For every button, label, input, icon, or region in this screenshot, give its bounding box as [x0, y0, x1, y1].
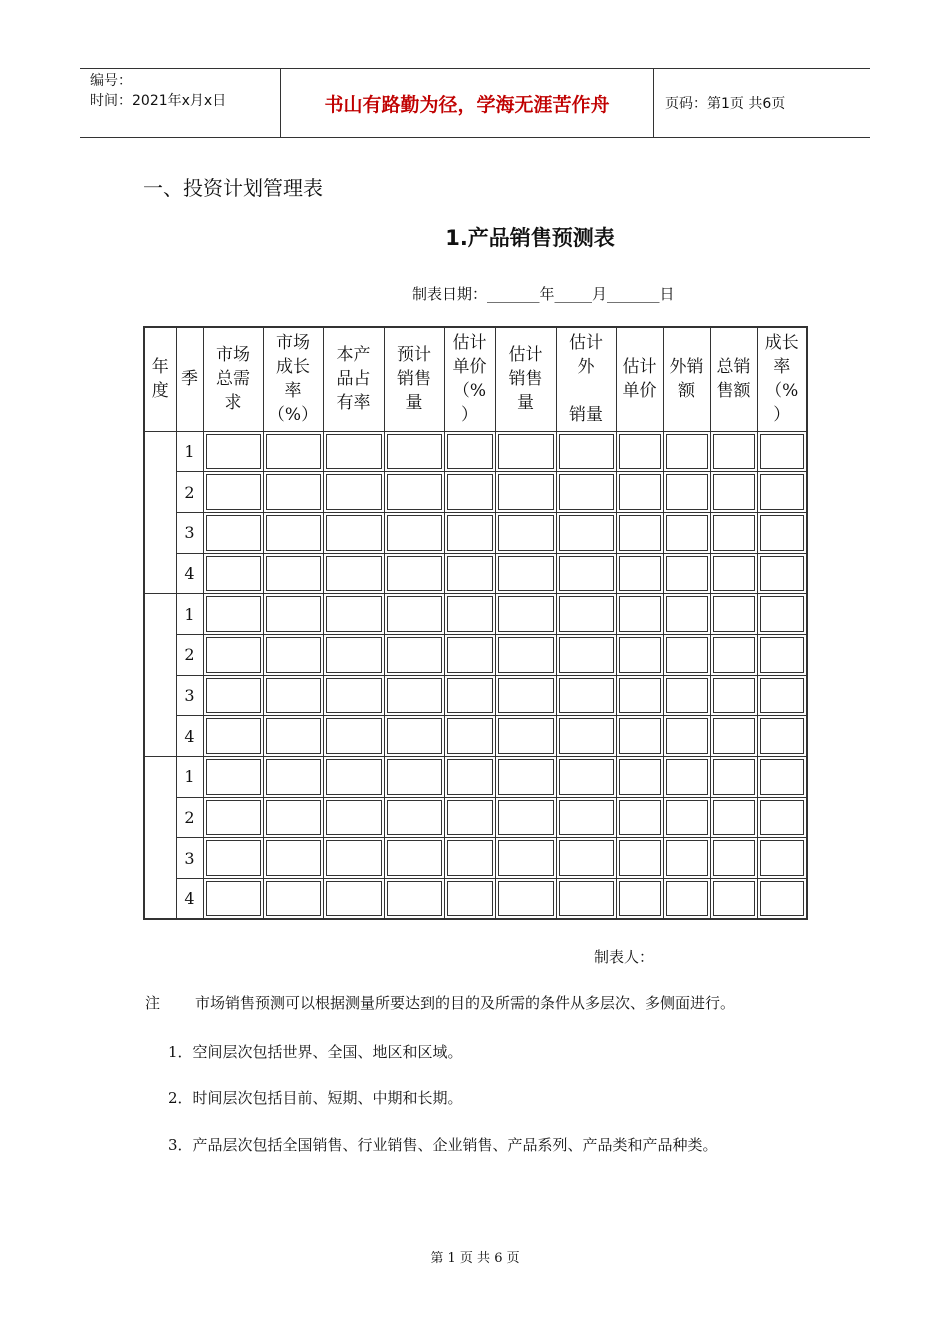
data-cell[interactable] [203, 431, 263, 472]
column-header-line: （% [452, 381, 487, 402]
quarter-cell: 2 [176, 634, 203, 675]
column-header [757, 327, 807, 431]
column-header-line: 品占 [336, 369, 371, 390]
column-header-line: 度 [151, 381, 169, 402]
column-header-line: 估计 [508, 345, 543, 366]
column-header-line: ） [773, 405, 791, 426]
data-cell[interactable] [495, 634, 556, 675]
note-label: 注 [145, 994, 161, 1012]
note-item: 1．空间层次包括世界、全国、地区和区域。 [168, 1043, 463, 1061]
table-row [144, 757, 807, 798]
data-cell[interactable] [444, 472, 495, 513]
data-cell[interactable] [710, 512, 757, 553]
column-header [176, 327, 203, 431]
data-cell[interactable] [710, 675, 757, 716]
column-header-line: 季 [181, 369, 198, 390]
data-cell[interactable] [710, 879, 757, 920]
data-cell[interactable] [263, 797, 323, 838]
data-cell[interactable] [203, 675, 263, 716]
column-header-line: 年 [151, 357, 169, 378]
data-cell[interactable] [384, 797, 444, 838]
data-cell[interactable] [323, 594, 384, 635]
data-cell[interactable] [616, 879, 663, 920]
table-row [144, 594, 807, 635]
data-cell[interactable] [203, 716, 263, 757]
data-cell[interactable] [616, 675, 663, 716]
data-cell[interactable] [263, 716, 323, 757]
data-cell[interactable] [384, 838, 444, 879]
data-cell[interactable] [495, 553, 556, 594]
column-header-line: （% [765, 381, 799, 402]
data-cell[interactable] [495, 797, 556, 838]
data-cell[interactable] [616, 757, 663, 798]
quarter-cell: 1 [176, 757, 203, 798]
data-cell[interactable] [323, 675, 384, 716]
data-cell[interactable] [384, 553, 444, 594]
column-header-line: 销售 [508, 369, 543, 390]
header-page-info: 页码：第1页 共6页 [665, 96, 786, 112]
column-header-line: 求 [224, 393, 242, 414]
data-cell[interactable] [757, 838, 807, 879]
column-header-line: 外 [577, 357, 595, 378]
column-header-line: 市场 [276, 333, 310, 354]
year-cell[interactable] [144, 431, 176, 594]
data-cell[interactable] [556, 757, 616, 798]
column-header-line: 估计 [622, 357, 657, 378]
data-cell[interactable] [444, 431, 495, 472]
header-row [144, 327, 807, 431]
quarter-cell: 4 [176, 879, 203, 920]
data-cell[interactable] [663, 553, 710, 594]
column-header [144, 327, 176, 431]
data-cell[interactable] [495, 879, 556, 920]
data-cell[interactable] [444, 553, 495, 594]
data-cell[interactable] [663, 838, 710, 879]
data-cell[interactable] [757, 431, 807, 472]
data-cell[interactable] [263, 594, 323, 635]
column-header [495, 327, 556, 431]
data-cell[interactable] [323, 431, 384, 472]
note-line [145, 992, 735, 1013]
table-row [144, 675, 807, 716]
data-cell[interactable] [384, 879, 444, 920]
column-header [616, 327, 663, 431]
data-cell[interactable] [203, 512, 263, 553]
data-cell[interactable] [556, 716, 616, 757]
data-cell[interactable] [384, 472, 444, 513]
data-cell[interactable] [203, 757, 263, 798]
table-row [144, 431, 807, 472]
data-cell[interactable] [556, 431, 616, 472]
data-cell[interactable] [444, 879, 495, 920]
year-cell[interactable] [144, 594, 176, 757]
column-header-line: 额 [678, 381, 695, 402]
data-cell[interactable] [710, 757, 757, 798]
data-cell[interactable] [203, 553, 263, 594]
quarter-cell: 2 [176, 797, 203, 838]
document-header [80, 68, 870, 138]
data-cell[interactable] [556, 553, 616, 594]
data-cell[interactable] [384, 634, 444, 675]
data-cell[interactable] [757, 716, 807, 757]
column-header-line: 总需 [216, 369, 250, 390]
data-cell[interactable] [616, 594, 663, 635]
table-row [144, 797, 807, 838]
data-cell[interactable] [616, 838, 663, 879]
data-cell[interactable] [444, 675, 495, 716]
data-cell[interactable] [757, 879, 807, 920]
data-cell[interactable] [323, 634, 384, 675]
data-cell[interactable] [384, 757, 444, 798]
data-cell[interactable] [663, 675, 710, 716]
column-header-line: 率 [284, 381, 302, 402]
column-header-line [557, 379, 616, 403]
data-cell[interactable] [757, 553, 807, 594]
data-cell[interactable] [495, 431, 556, 472]
quarter-cell: 1 [176, 594, 203, 635]
column-header-line: 估计 [569, 333, 603, 354]
maker-label: 制表人： [594, 948, 655, 966]
data-cell[interactable] [384, 716, 444, 757]
data-cell[interactable] [444, 757, 495, 798]
data-cell[interactable] [616, 472, 663, 513]
data-cell[interactable] [384, 675, 444, 716]
data-cell[interactable] [663, 512, 710, 553]
data-cell[interactable] [757, 512, 807, 553]
data-cell[interactable] [616, 634, 663, 675]
data-cell[interactable] [556, 797, 616, 838]
data-cell[interactable] [495, 716, 556, 757]
data-cell[interactable] [757, 757, 807, 798]
data-cell[interactable] [710, 431, 757, 472]
data-cell[interactable] [203, 797, 263, 838]
column-header-line: 市场 [216, 345, 250, 366]
data-cell[interactable] [556, 634, 616, 675]
data-cell[interactable] [203, 838, 263, 879]
quarter-cell: 1 [176, 431, 203, 472]
column-header-line: 率 [773, 357, 791, 378]
note-item: 2．时间层次包括目前、短期、中期和长期。 [168, 1089, 463, 1107]
data-cell[interactable] [495, 675, 556, 716]
data-cell[interactable] [556, 594, 616, 635]
column-header [556, 327, 616, 431]
column-header [710, 327, 757, 431]
quarter-cell: 3 [176, 675, 203, 716]
header-meta [80, 69, 281, 137]
data-cell[interactable] [263, 634, 323, 675]
data-cell[interactable] [444, 634, 495, 675]
column-header-line: ） [461, 405, 478, 426]
data-cell[interactable] [663, 472, 710, 513]
data-cell[interactable] [757, 472, 807, 513]
column-header-line: 总销 [716, 357, 751, 378]
table-row [144, 634, 807, 675]
table-row [144, 553, 807, 594]
data-cell[interactable] [323, 472, 384, 513]
column-header-line: 单价 [622, 381, 657, 402]
column-header-line: 售额 [716, 381, 751, 402]
data-cell[interactable] [323, 838, 384, 879]
column-header-line: 销售 [397, 369, 431, 390]
data-cell[interactable] [203, 879, 263, 920]
quarter-cell: 3 [176, 838, 203, 879]
column-header [323, 327, 384, 431]
sales-forecast-table [143, 326, 808, 920]
data-cell[interactable] [495, 472, 556, 513]
data-cell[interactable] [444, 512, 495, 553]
data-cell[interactable] [556, 879, 616, 920]
data-cell[interactable] [323, 512, 384, 553]
data-cell[interactable] [757, 797, 807, 838]
column-header-line: 销量 [569, 405, 603, 426]
data-cell[interactable] [263, 675, 323, 716]
serial-label: 编号： [90, 73, 132, 89]
data-cell[interactable] [710, 634, 757, 675]
table-row [144, 838, 807, 879]
year-cell[interactable] [144, 757, 176, 920]
table-row [144, 512, 807, 553]
data-cell[interactable] [556, 472, 616, 513]
data-cell[interactable] [616, 512, 663, 553]
column-header [663, 327, 710, 431]
data-cell[interactable] [616, 716, 663, 757]
data-cell[interactable] [384, 594, 444, 635]
column-header [444, 327, 495, 431]
data-cell[interactable] [556, 512, 616, 553]
data-cell[interactable] [710, 797, 757, 838]
data-cell[interactable] [710, 472, 757, 513]
time-label: 时间：2021年x月x日 [90, 93, 227, 109]
data-cell[interactable] [203, 472, 263, 513]
column-header-line: 有率 [336, 393, 371, 414]
data-cell[interactable] [495, 512, 556, 553]
data-cell[interactable] [444, 838, 495, 879]
data-cell[interactable] [203, 634, 263, 675]
data-cell[interactable] [263, 512, 323, 553]
page-footer: 第 1 页 共 6 页 [430, 1251, 520, 1266]
data-cell[interactable] [444, 716, 495, 757]
data-cell[interactable] [616, 553, 663, 594]
data-cell[interactable] [384, 431, 444, 472]
column-header-line: 成长 [276, 357, 310, 378]
quarter-cell: 2 [176, 472, 203, 513]
data-cell[interactable] [710, 838, 757, 879]
column-header-line: 本产 [336, 345, 371, 366]
data-cell[interactable] [323, 797, 384, 838]
data-cell[interactable] [495, 757, 556, 798]
data-cell[interactable] [757, 594, 807, 635]
data-cell[interactable] [556, 838, 616, 879]
table-row [144, 879, 807, 920]
column-header-line: 量 [405, 393, 423, 414]
data-cell[interactable] [384, 512, 444, 553]
data-cell[interactable] [323, 757, 384, 798]
data-cell[interactable] [556, 675, 616, 716]
data-cell[interactable] [663, 634, 710, 675]
data-cell[interactable] [263, 757, 323, 798]
column-header-line: （%） [267, 405, 319, 426]
data-cell[interactable] [616, 431, 663, 472]
quarter-cell: 4 [176, 553, 203, 594]
data-cell[interactable] [263, 472, 323, 513]
data-cell[interactable] [710, 716, 757, 757]
data-cell[interactable] [263, 553, 323, 594]
data-cell[interactable] [757, 634, 807, 675]
data-cell[interactable] [710, 553, 757, 594]
data-cell[interactable] [323, 716, 384, 757]
column-header-line: 估计 [452, 333, 487, 354]
data-cell[interactable] [663, 431, 710, 472]
data-cell[interactable] [616, 797, 663, 838]
quarter-cell: 4 [176, 716, 203, 757]
data-cell[interactable] [663, 797, 710, 838]
data-cell[interactable] [663, 716, 710, 757]
column-header [263, 327, 323, 431]
data-cell[interactable] [323, 553, 384, 594]
header-motto: 书山有路勤为径，学海无涯苦作舟 [281, 69, 654, 137]
table-title: 1.产品销售预测表 [445, 226, 615, 250]
column-header-line: 预计 [397, 345, 431, 366]
data-cell[interactable] [203, 594, 263, 635]
column-header-line: 外销 [669, 357, 704, 378]
data-cell[interactable] [444, 797, 495, 838]
column-header-line: 成长 [764, 333, 799, 354]
data-cell[interactable] [263, 431, 323, 472]
note-text: 市场销售预测可以根据测量所要达到的目的及所需的条件从多层次、多侧面进行。 [195, 994, 736, 1012]
data-cell[interactable] [444, 594, 495, 635]
quarter-cell: 3 [176, 512, 203, 553]
data-cell[interactable] [323, 879, 384, 920]
data-cell[interactable] [757, 675, 807, 716]
note-item: 3．产品层次包括全国销售、行业销售、企业销售、产品系列、产品类和产品种类。 [168, 1136, 718, 1154]
column-header-line: 单价 [452, 357, 487, 378]
column-header [203, 327, 263, 431]
date-line: 制表日期：_______年_____月_______日 [412, 285, 675, 303]
section-title: 一、投资计划管理表 [143, 176, 323, 200]
data-cell[interactable] [495, 594, 556, 635]
data-cell[interactable] [263, 879, 323, 920]
column-header-line: 量 [517, 393, 534, 414]
data-cell[interactable] [663, 594, 710, 635]
table-row [144, 716, 807, 757]
data-cell[interactable] [663, 757, 710, 798]
column-header [384, 327, 444, 431]
table-row [144, 472, 807, 513]
data-cell[interactable] [495, 838, 556, 879]
data-cell[interactable] [710, 594, 757, 635]
data-cell[interactable] [263, 838, 323, 879]
data-cell[interactable] [663, 879, 710, 920]
